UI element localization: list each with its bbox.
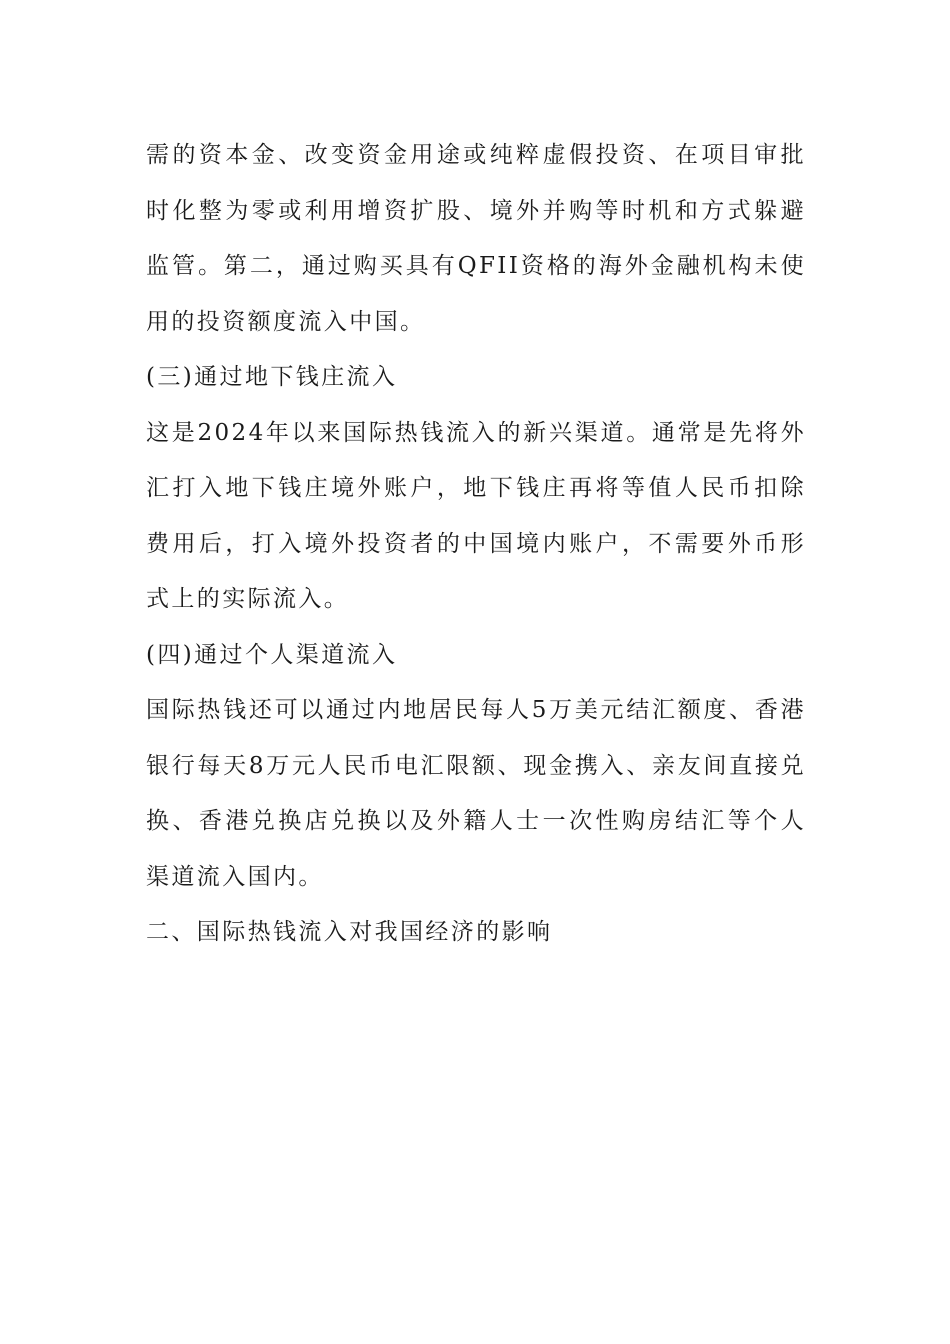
section-heading-underground-bank: (三)通过地下钱庄流入 — [146, 364, 398, 390]
section-heading-personal-channel: (四)通过个人渠道流入 — [146, 641, 398, 668]
paragraph-underground-bank: 这是2024年以来国际热钱流入的新兴渠道。通常是先将外汇打入地下钱庄境外账户，地下钱庄再将等值人民币扣除费用后，打入境外投资者的中国境内账户，不需要外币形式上的实际流入。 — [146, 419, 806, 612]
document-body — [146, 128, 806, 961]
paragraph-personal-channel: 国际热钱还可以通过内地居民每人5万美元结汇额度、香港银行每天8万元人民币电汇限额、现金携入、亲友间直接兑换、香港兑换店兑换以及外籍人士一次性购房结汇等个人渠道流入国内。 — [146, 697, 806, 890]
chapter-heading-economic-impact: 二、国际热钱流入对我国经济的影响 — [146, 919, 553, 945]
paragraph-capital-inflow-continuation: 需的资本金、改变资金用途或纯粹虚假投资、在项目审批时化整为零或利用增资扩股、境外并购等时机和方式躲避监管。第二，通过购买具有QFII资格的海外金融机构未使用的投资额度流入中国。 — [146, 142, 806, 335]
